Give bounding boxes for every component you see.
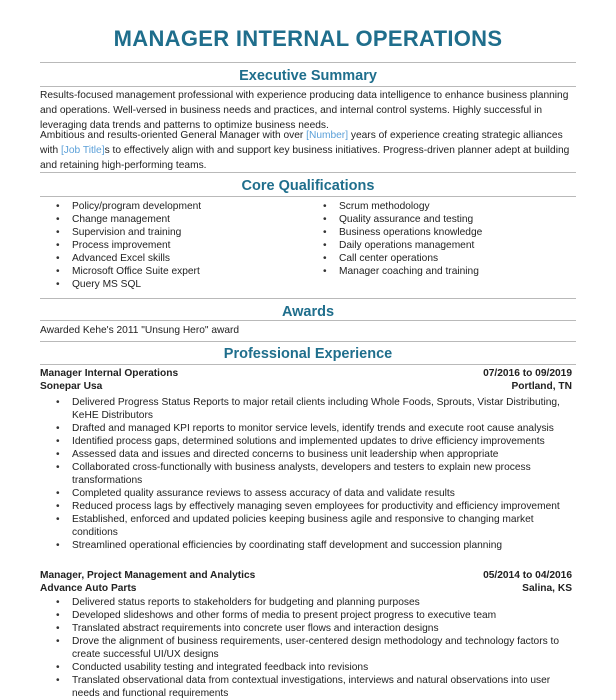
section-rule (40, 364, 576, 365)
list-item: • Query MS SQL (56, 278, 296, 291)
summary-paragraph-1: Results-focused management professional with experience producing data intelligence to enhance business planning and operations. Well-versed in business needs and practices, and internal control systems. Highly successful in leveraging data trends and patterns to optimize business needs. (40, 90, 569, 131)
qualifications-left-list (56, 200, 296, 291)
list-item: • Quality assurance and testing (323, 213, 573, 226)
list-item: • Assessed data and issues and directed concerns to business unit leadership when appropriate (56, 448, 568, 461)
awards-heading: Awards (281, 304, 335, 320)
list-item: • Supervision and training (56, 226, 296, 239)
list-item: • Delivered Progress Status Reports to major retail clients including Whole Foods, Sprouts, Vistar Distributing, KeHE Distributors (56, 396, 568, 422)
list-item: • Change management (56, 213, 296, 226)
list-item: • Completed quality assurance reviews to assess accuracy of data and validate results (56, 487, 568, 500)
job-location: Salina, KS (522, 583, 572, 594)
section-rule (40, 172, 576, 173)
list-item: • Identified process gaps, determined solutions and implemented updates to drive efficiency improvements (56, 435, 568, 448)
summary-heading: Executive Summary (239, 68, 377, 84)
job-location: Portland, TN (511, 381, 572, 392)
list-item: • Policy/program development (56, 200, 296, 213)
summary-text: years of experience creating strategic alliances with (40, 130, 563, 156)
section-rule (40, 86, 576, 87)
placeholder-number: [Number] (306, 130, 349, 141)
list-item: • Translated abstract requirements into concrete user flows and interaction designs (56, 622, 568, 635)
awards-text: Awarded Kehe's 2011 "Unsung Hero" award (40, 325, 240, 336)
summary-text: Ambitious and results-oriented General Manager with over (40, 130, 307, 141)
job-title: Manager, Project Management and Analytics (40, 570, 256, 581)
list-item: • Delivered status reports to stakeholders for budgeting and planning purposes (56, 596, 568, 609)
list-item: • Drove the alignment of business requirements, user-centered design methodology and technology factors to create successful UI/UX designs (56, 635, 568, 661)
resume-title: MANAGER INTERNAL OPERATIONS (113, 26, 503, 51)
placeholder-job-title: [Job Title] (60, 145, 105, 156)
job-company: Advance Auto Parts (40, 583, 137, 594)
list-item: • Streamlined operational efficiencies by coordinating staff development and succession planning (56, 539, 568, 552)
experience-heading: Professional Experience (223, 346, 393, 362)
summary-paragraph-2 (40, 128, 570, 173)
qualifications-right-list (323, 200, 573, 278)
section-rule (40, 62, 576, 63)
job-title-row (40, 368, 572, 380)
list-item: • Process improvement (56, 239, 296, 252)
list-item: • Business operations knowledge (323, 226, 573, 239)
list-item: • Established, enforced and updated policies keeping business agile and responsive to changing market conditions (56, 513, 568, 539)
job-dates: 05/2014 to 04/2016 (483, 570, 572, 581)
section-rule (40, 298, 576, 299)
list-item: • Daily operations management (323, 239, 573, 252)
list-item: • Microsoft Office Suite expert (56, 265, 296, 278)
job-company-row (40, 381, 572, 393)
job-title-row (40, 570, 572, 582)
list-item: • Developed slideshows and other forms of media to present project progress to executive team (56, 609, 568, 622)
list-item: • Scrum methodology (323, 200, 573, 213)
job-company-row (40, 583, 572, 595)
list-item: • Call center operations (323, 252, 573, 265)
qualifications-heading: Core Qualifications (241, 178, 375, 194)
job-title: Manager Internal Operations (40, 368, 179, 379)
list-item: • Reduced process lags by effectively managing seven employees for productivity and efficiency improvement (56, 500, 568, 513)
list-item: • Advanced Excel skills (56, 252, 296, 265)
section-rule (40, 341, 576, 342)
job-company: Sonepar Usa (40, 381, 103, 392)
list-item: • Translated observational data from contextual investigations, interviews and natural observations into user needs and functional requirements (56, 674, 568, 700)
section-rule (40, 196, 576, 197)
job-dates: 07/2016 to 09/2019 (483, 368, 572, 379)
list-item: • Conducted usability testing and integrated feedback into revisions (56, 661, 568, 674)
summary-text: s to effectively align with and support key business initiatives. Progress-driven planner adept at building and retaining high-performing teams. (40, 145, 570, 171)
list-item: • Drafted and managed KPI reports to monitor service levels, identify trends and execute root cause analysis (56, 422, 568, 435)
list-item: • Collaborated cross-functionally with business analysts, developers and testers to explain new process transformations (56, 461, 568, 487)
job-bullets (56, 596, 568, 700)
list-item: • Manager coaching and training (323, 265, 573, 278)
job-bullets (56, 396, 568, 552)
section-rule (40, 320, 576, 321)
